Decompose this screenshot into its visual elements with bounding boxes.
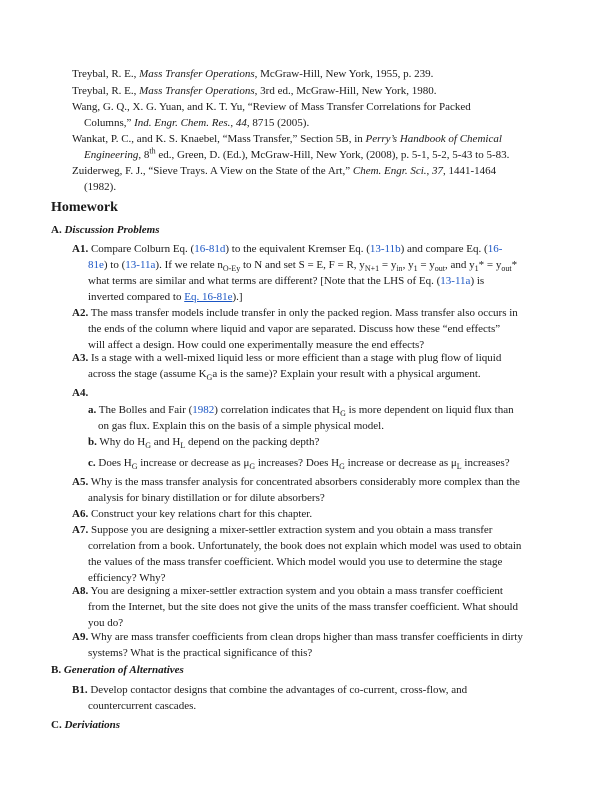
reference-treybal-1955: Treybal, R. E., Mass Transfer Operations, McGraw-Hill, New York, 1955, p. 239.	[72, 68, 434, 80]
problem-a8: A8. You are designing a mixer-settler extraction system and you obtain a mass transfer coefficient from the Internet, but the site does not give the units of the mass transfer coefficient. What should you do?	[72, 585, 519, 629]
problem-a6: A6. Construct your key relations chart for this chapter.	[72, 508, 313, 520]
link-eq-16-81e-underlined[interactable]: Eq. 16-81e	[184, 291, 233, 303]
problem-b1: B1. Develop contactor designs that combine the advantages of co-current, cross-flow, and countercurrent cascades.	[72, 684, 468, 712]
link-eq-16-81e-part1[interactable]: 16-	[487, 243, 503, 255]
problem-a4-c: c. Does $H_G$ increase or decrease as $\mu_G$ increases? Does $H_G$ increase or decrease as $\mu_L$ increases?	[88, 457, 510, 472]
section-a-heading: A. Discussion Problems	[51, 224, 160, 236]
link-eq-13-11a-second[interactable]: 13-11a	[440, 275, 471, 287]
problem-a2: A2. The mass transfer models include transfer in only the packed region. Mass transfer also occurs in the ends of the column where liquid and vapor are separated. Discuss how these “end effects” will affect a design. How could one experimentally measure the end effects?	[72, 307, 518, 351]
problem-a7: A7. Suppose you are designing a mixer-settler extraction system and you obtain a mass transfer correlation from a book. Unfortunately, the book does not explain which model was used to obtain the values of the mass transfer coefficient. Which model would you use to determine the stage efficiency? Why?	[72, 524, 522, 584]
problem-a5: A5. Why is the mass transfer analysis for concentrated absorbers considerably more complex than the analysis for binary distillation or for dilute absorbers?	[72, 476, 520, 504]
problem-a4-b: b. Why do $H_G$ and $H_L$ depend on the packing depth?	[88, 436, 320, 451]
problem-a1-line2: 81e) to (13-11a). If we relate $n_{O-Ey}$ to N and set S = E, F = R, $y_{N+1} = y_{in}$, $y_1 = y_{out}$, and $y_1* = y_{out}*$	[88, 259, 518, 274]
link-eq-16-81e-part2[interactable]: 81e	[88, 259, 104, 271]
problem-a3: A3. Is a stage with a well-mixed liquid less or more efficient than a stage with plug flow of liquid across the stage (assume $K_Ga$ is the same)? Explain your result with a physical argument.	[72, 352, 502, 383]
problem-a1-line4: inverted compared to Eq. 16-81e).]	[88, 291, 243, 303]
problem-a1-line3: what terms are similar and what terms are different? [Note that the LHS of Eq. (13-11a) is	[88, 275, 485, 287]
section-b-heading: B. Generation of Alternatives	[51, 664, 184, 676]
problem-a1-line1: A1. Compare Colburn Eq. (16-81d) to the equivalent Kremser Eq. (13-11b) and compare Eq. (16-	[72, 243, 503, 255]
problem-a9: A9. Why are mass transfer coefficients from clean drops higher than mass transfer coefficients in dirty systems? What is the practical significance of this?	[72, 631, 523, 659]
link-eq-13-11b[interactable]: 13-11b	[369, 243, 401, 255]
reference-wankat-2008: Wankat, P. C., and K. S. Knaebel, “Mass Transfer,” Section 5B, in Perry’s Handbook of Chemical Engineering, 8th ed., Green, D. (Ed.), McGraw-Hill, New York, (2008), p. 5-1, 5-2, 5-43 to 5-83.	[72, 133, 510, 161]
problem-a4-a: a. The Bolles and Fair (1982) correlation indicates that $H_G$ is more dependent on liquid flux than on gas flux. Explain this on the basis of a simple physical model.	[88, 404, 514, 432]
link-eq-16-81d[interactable]: 16-81d	[194, 243, 226, 255]
link-eq-13-11a[interactable]: 13-11a	[125, 259, 156, 271]
section-c-heading: C. Deriviations	[51, 719, 121, 731]
reference-wang-2005: Wang, G. Q., X. G. Yuan, and K. T. Yu, “Review of Mass Transfer Correlations for Packed Columns,” Ind. Engr. Chem. Res., 44, 8715 (2005).	[72, 101, 471, 129]
reference-treybal-1980: Treybal, R. E., Mass Transfer Operations, 3rd ed., McGraw-Hill, New York, 1980.	[72, 85, 437, 97]
link-bolles-fair-1982[interactable]: 1982	[192, 404, 215, 416]
problem-a1	[72, 241, 564, 305]
reference-zuiderweg-1982: Zuiderweg, F. J., “Sieve Trays. A View on the State of the Art,” Chem. Engr. Sci., 37, 1441-1464 (1982).	[72, 165, 497, 193]
homework-heading: Homework	[51, 200, 118, 215]
problem-a4: A4.	[72, 387, 89, 399]
